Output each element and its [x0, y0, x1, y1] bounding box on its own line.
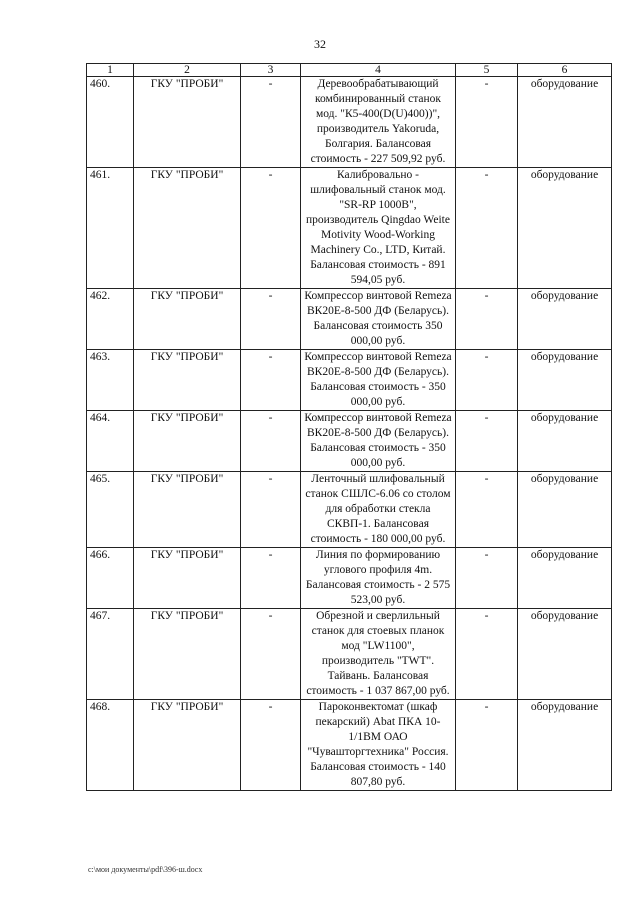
organization-cell: ГКУ "ПРОБИ" [134, 609, 241, 700]
description-cell: Пароконвектомат (шкаф пекарский) Abat ПКА 10-1/1ВМ ОАО "Чувашторгтехника" Россия. Балансовая стоимость - 140 807,80 руб. [301, 700, 456, 791]
row-number: 461. [87, 168, 134, 289]
type-cell: оборудование [518, 350, 612, 411]
description-cell: Деревообрабатывающий комбинированный станок мод. "К5-400(D(U)400))", производитель Yakoruda, Болгария. Балансовая стоимость - 227 509,92 руб. [301, 77, 456, 168]
column-header: 6 [518, 64, 612, 77]
table-row [87, 350, 612, 411]
row-number: 468. [87, 700, 134, 791]
column-3-cell: - [241, 609, 301, 700]
table-row [87, 289, 612, 350]
column-3-cell: - [241, 289, 301, 350]
column-5-cell: - [456, 350, 518, 411]
column-3-cell: - [241, 411, 301, 472]
type-cell: оборудование [518, 472, 612, 548]
column-5-cell: - [456, 700, 518, 791]
column-header: 3 [241, 64, 301, 77]
table-row [87, 77, 612, 168]
column-5-cell: - [456, 289, 518, 350]
row-number: 465. [87, 472, 134, 548]
column-3-cell: - [241, 77, 301, 168]
description-cell: Калибровально - шлифовальный станок мод. "SR-RP 1000B", производитель Qingdao Weite Motivity Wood-Working Machinery Co., LTD, Китай. Балансовая стоимость - 891 594,05 руб. [301, 168, 456, 289]
column-5-cell: - [456, 168, 518, 289]
column-3-cell: - [241, 472, 301, 548]
column-3-cell: - [241, 548, 301, 609]
type-cell: оборудование [518, 548, 612, 609]
table-body [87, 77, 612, 791]
column-5-cell: - [456, 548, 518, 609]
description-cell: Линия по формированию углового профиля 4m. Балансовая стоимость - 2 575 523,00 руб. [301, 548, 456, 609]
row-number: 466. [87, 548, 134, 609]
row-number: 467. [87, 609, 134, 700]
file-path-footer: c:\мои документы\pdf\396-ш.docx [88, 865, 203, 874]
row-number: 460. [87, 77, 134, 168]
column-header: 2 [134, 64, 241, 77]
organization-cell: ГКУ "ПРОБИ" [134, 289, 241, 350]
description-cell: Компрессор винтовой Remeza ВК20Е-8-500 ДФ (Беларусь). Балансовая стоимость - 350 000,00 руб. [301, 411, 456, 472]
column-5-cell: - [456, 609, 518, 700]
organization-cell: ГКУ "ПРОБИ" [134, 77, 241, 168]
description-cell: Ленточный шлифовальный станок СШЛС-6.06 со столом для обработки стекла СКВП-1. Балансовая стоимость - 180 000,00 руб. [301, 472, 456, 548]
table-row [87, 609, 612, 700]
type-cell: оборудование [518, 700, 612, 791]
organization-cell: ГКУ "ПРОБИ" [134, 548, 241, 609]
column-header: 4 [301, 64, 456, 77]
type-cell: оборудование [518, 77, 612, 168]
organization-cell: ГКУ "ПРОБИ" [134, 350, 241, 411]
column-3-cell: - [241, 168, 301, 289]
type-cell: оборудование [518, 411, 612, 472]
column-5-cell: - [456, 411, 518, 472]
column-3-cell: - [241, 350, 301, 411]
organization-cell: ГКУ "ПРОБИ" [134, 411, 241, 472]
type-cell: оборудование [518, 609, 612, 700]
type-cell: оборудование [518, 289, 612, 350]
table-row [87, 472, 612, 548]
table-row [87, 168, 612, 289]
description-cell: Компрессор винтовой Remeza ВК20Е-8-500 ДФ (Беларусь). Балансовая стоимость 350 000,00 руб. [301, 289, 456, 350]
row-number: 464. [87, 411, 134, 472]
column-3-cell: - [241, 700, 301, 791]
column-number-row [87, 64, 612, 77]
row-number: 463. [87, 350, 134, 411]
description-cell: Компрессор винтовой Remeza ВК20Е-8-500 ДФ (Беларусь). Балансовая стоимость - 350 000,00 руб. [301, 350, 456, 411]
page-number: 32 [314, 37, 326, 51]
column-header: 5 [456, 64, 518, 77]
table-row [87, 548, 612, 609]
type-cell: оборудование [518, 168, 612, 289]
description-cell: Обрезной и сверлильный станок для стоевых планок мод "LW1100", производитель "TWT". Тайвань. Балансовая стоимость - 1 037 867,00 руб. [301, 609, 456, 700]
organization-cell: ГКУ "ПРОБИ" [134, 472, 241, 548]
property-register-table [86, 63, 612, 791]
organization-cell: ГКУ "ПРОБИ" [134, 168, 241, 289]
column-5-cell: - [456, 472, 518, 548]
row-number: 462. [87, 289, 134, 350]
column-5-cell: - [456, 77, 518, 168]
table-row [87, 411, 612, 472]
organization-cell: ГКУ "ПРОБИ" [134, 700, 241, 791]
table-row [87, 700, 612, 791]
column-header: 1 [87, 64, 134, 77]
